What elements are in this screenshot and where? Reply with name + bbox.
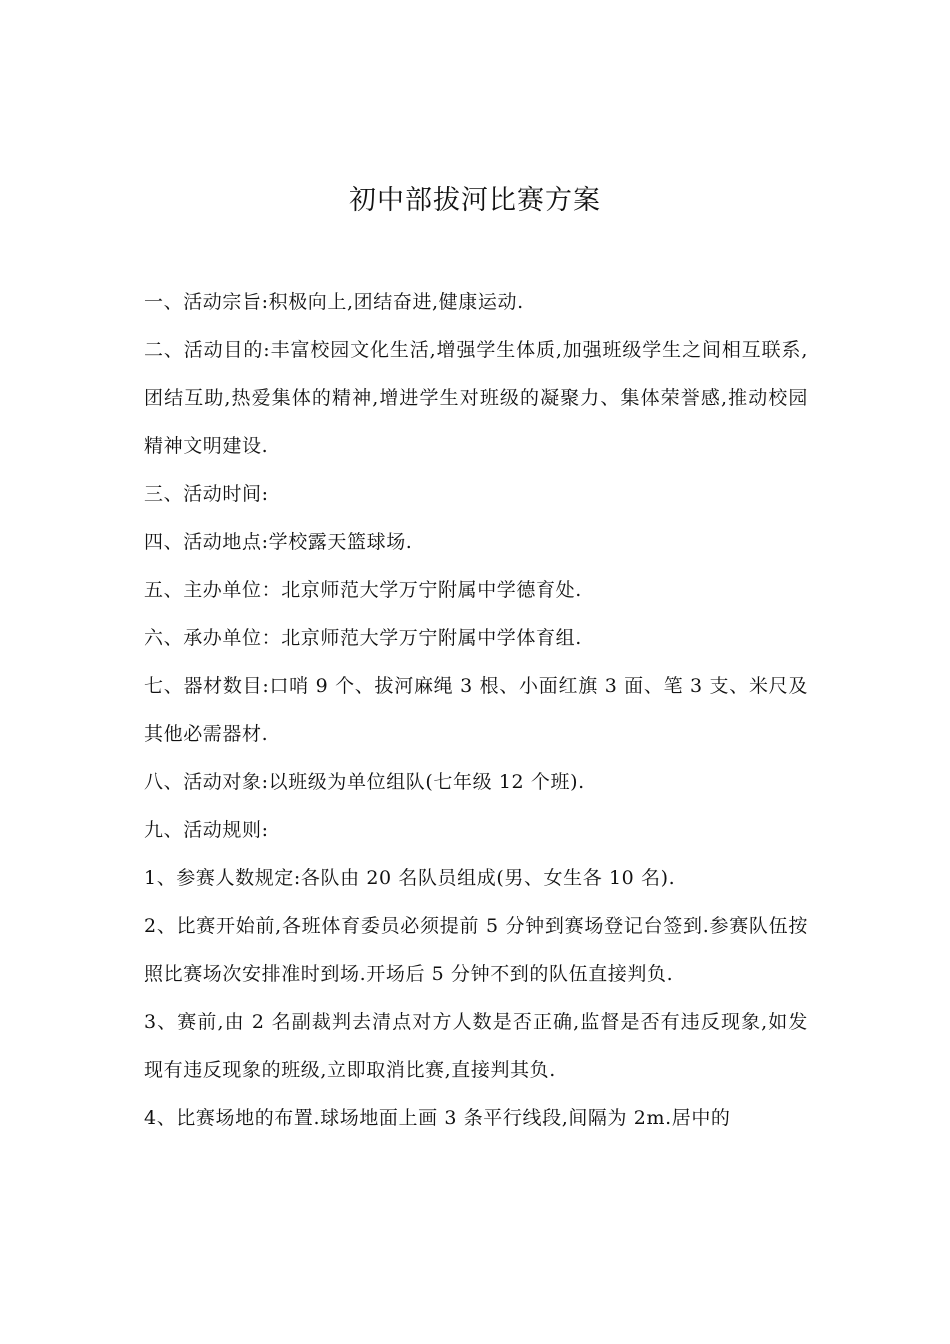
section-location: 四、活动地点:学校露天篮球场. <box>144 531 413 553</box>
rule-item-1: 1、参赛人数规定:各队由 20 名队员组成(男、女生各 10 名). <box>144 867 676 889</box>
section-time: 三、活动时间: <box>144 483 269 505</box>
section-participants: 八、活动对象:以班级为单位组队(七年级 12 个班). <box>144 771 585 793</box>
section-organizer: 五、主办单位：北京师范大学万宁附属中学德育处. <box>144 579 582 601</box>
document-title: 初中部拔河比赛方案 <box>349 185 601 216</box>
rule-item-2: 2、比赛开始前,各班体育委员必须提前 5 分钟到赛场登记台签到.参赛队伍按照比赛场次安排准时到场.开场后 5 分钟不到的队伍直接判负. <box>144 915 808 985</box>
rule-item-4: 4、比赛场地的布置.球场地面上画 3 条平行线段,间隔为 2m.居中的 <box>144 1107 731 1129</box>
section-rules: 九、活动规则: <box>144 819 269 841</box>
section-goal: 二、活动目的:丰富校园文化生活,增强学生体质,加强班级学生之间相互联系,团结互助,热爱集体的精神,增进学生对班级的凝聚力、集体荣誉感,推动校园精神文明建设. <box>144 339 808 457</box>
section-host: 六、承办单位：北京师范大学万宁附属中学体育组. <box>144 627 582 649</box>
rule-item-3: 3、赛前,由 2 名副裁判去清点对方人数是否正确,监督是否有违反现象,如发现有违反现象的班级,立即取消比赛,直接判其负. <box>144 1011 808 1081</box>
section-purpose: 一、活动宗旨:积极向上,团结奋进,健康运动. <box>144 291 524 313</box>
document-body <box>144 278 808 1142</box>
section-equipment: 七、器材数目:口哨 9 个、拔河麻绳 3 根、小面红旗 3 面、笔 3 支、米尺及其他必需器材. <box>144 675 808 745</box>
